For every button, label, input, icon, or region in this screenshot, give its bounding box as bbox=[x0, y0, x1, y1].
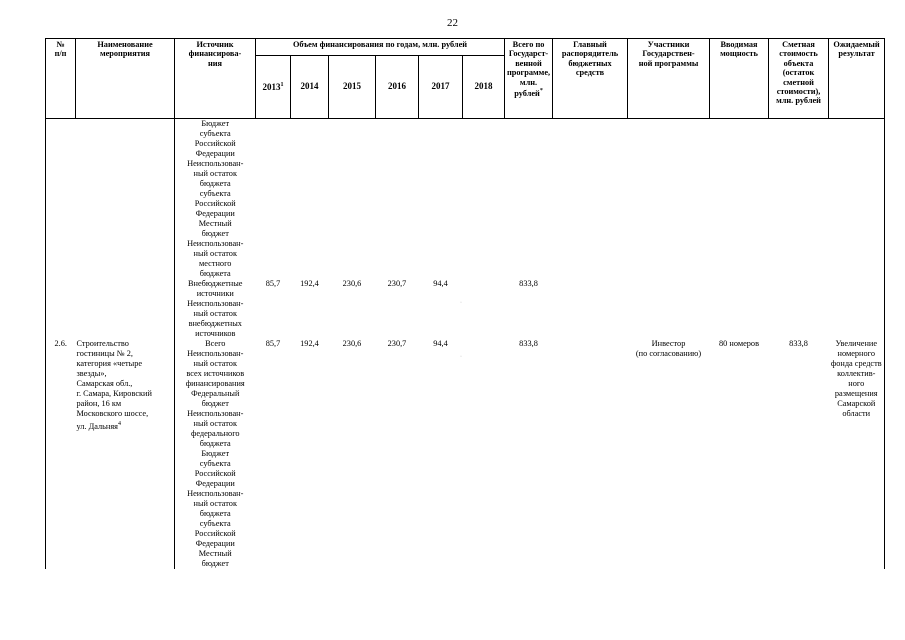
text-line: бюджета bbox=[199, 179, 231, 188]
row-value-2017: 94,4 bbox=[433, 339, 448, 348]
text-line: ул. Дальняя$^4$ bbox=[76, 421, 121, 431]
page-number: 22 bbox=[447, 17, 458, 29]
text-line: Всего bbox=[205, 339, 226, 348]
text-line: Местный bbox=[198, 219, 232, 228]
text-line: Московского шоссе, bbox=[76, 409, 149, 418]
table-row-continuation bbox=[46, 119, 885, 340]
header-result: Ожидаемый результат bbox=[829, 39, 885, 119]
text-line: гостиницы № 2, bbox=[76, 349, 133, 358]
header-year-2014: 2014 bbox=[291, 56, 329, 119]
text-line: Федерации bbox=[195, 539, 235, 548]
text-line: ного bbox=[848, 379, 865, 388]
cont-value-2015: 230,6 bbox=[342, 279, 362, 288]
text-line: субъекта bbox=[199, 189, 231, 198]
text-line: Внебюджетные bbox=[187, 279, 243, 288]
text-line: звезды», bbox=[76, 369, 107, 378]
text-line: области bbox=[842, 409, 871, 418]
header-year-2017: 2017 bbox=[419, 56, 463, 119]
text-line: источники bbox=[196, 289, 234, 298]
row-result-lines bbox=[830, 339, 884, 419]
financing-table bbox=[45, 38, 885, 569]
text-line: Федерации bbox=[195, 479, 235, 488]
text-line: федерального bbox=[190, 429, 240, 438]
text-line: бюджета bbox=[199, 439, 231, 448]
header-num: № п/п bbox=[46, 39, 76, 119]
scan-speck: · bbox=[460, 354, 462, 360]
row-value-2016: 230,7 bbox=[387, 339, 407, 348]
text-line: бюджет bbox=[201, 399, 229, 408]
cont-manager-cell bbox=[553, 119, 628, 340]
text-line: внебюджетных bbox=[188, 319, 242, 328]
text-line: Инвестор bbox=[651, 339, 686, 348]
text-line: местного bbox=[199, 259, 232, 268]
cont-value-2013: 85,7 bbox=[265, 279, 281, 288]
cont-total: 833,8 bbox=[519, 279, 538, 288]
text-line: Бюджет bbox=[201, 119, 230, 128]
row-manager bbox=[553, 339, 628, 569]
text-line: размещения bbox=[834, 389, 878, 398]
header-manager: Главный распорядитель бюджетных средств bbox=[553, 39, 628, 119]
text-line: Неиспользован- bbox=[187, 349, 244, 358]
text-line: Неиспользован- bbox=[187, 299, 244, 308]
text-line: Российской bbox=[194, 139, 236, 148]
text-line: Самарская обл., bbox=[76, 379, 133, 388]
header-total-note: * bbox=[539, 88, 543, 95]
row-source-cell bbox=[175, 339, 256, 569]
text-line: Строительство bbox=[76, 339, 129, 348]
row-estimated-cost: 833,8 bbox=[789, 339, 808, 348]
text-line: номерного bbox=[837, 349, 875, 358]
text-line: Местный bbox=[198, 549, 232, 558]
header-year-2018: 2018 bbox=[463, 56, 505, 119]
row-participants bbox=[628, 339, 710, 569]
text-line: район, 16 км bbox=[76, 399, 122, 408]
text-line: бюджета bbox=[199, 269, 231, 278]
text-line: бюджет bbox=[201, 229, 229, 238]
row-name-lines bbox=[77, 339, 174, 432]
row-participants-lines bbox=[629, 339, 709, 359]
cont-num-cell bbox=[46, 119, 76, 340]
row-source-lines bbox=[176, 339, 255, 569]
cont-value-2018 bbox=[463, 119, 505, 340]
text-line: ный остаток bbox=[193, 309, 237, 318]
text-line: Неиспользован- bbox=[187, 239, 244, 248]
row-total: 833,8 bbox=[519, 339, 538, 348]
header-source: Источник финансирова- ния bbox=[175, 39, 256, 119]
header-year-2015: 2015 bbox=[329, 56, 376, 119]
row-value-2018 bbox=[463, 339, 505, 569]
text-line: ный остаток bbox=[193, 249, 237, 258]
cont-capacity-cell bbox=[710, 119, 769, 340]
cont-value-2016: 230,7 bbox=[387, 279, 407, 288]
header-financing-group: Объем финансирования по годам, млн. рублей bbox=[256, 39, 505, 56]
text-line: Федерации bbox=[195, 149, 235, 158]
text-line: Российской bbox=[194, 529, 236, 538]
row-num: 2.6. bbox=[46, 339, 76, 569]
text-line: Федерации bbox=[195, 209, 235, 218]
text-line: ный остаток bbox=[193, 499, 237, 508]
text-line: всех источников bbox=[186, 369, 245, 378]
row-name bbox=[76, 339, 175, 569]
text-line: Неиспользован- bbox=[187, 159, 244, 168]
cont-estimate-cell bbox=[769, 119, 829, 340]
header-name: Наименование мероприятия bbox=[76, 39, 175, 119]
header-estimated-cost: Сметная стоимость объекта (остаток сметной стоимости), млн. рублей bbox=[769, 39, 829, 119]
text-line: коллектив- bbox=[837, 369, 876, 378]
table-row-2-6 bbox=[46, 339, 885, 569]
year-note: 1 bbox=[280, 82, 284, 89]
text-line: Неиспользован- bbox=[187, 409, 244, 418]
text-line: ный остаток bbox=[193, 419, 237, 428]
header-participants: Участники Государствен- ной программы bbox=[628, 39, 710, 119]
header-year-2016: 2016 bbox=[376, 56, 419, 119]
text-line: Неиспользован- bbox=[187, 489, 244, 498]
row-capacity: 80 номеров bbox=[719, 339, 759, 348]
header-capacity: Вводимая мощность bbox=[710, 39, 769, 119]
text-line: бюджет bbox=[201, 559, 229, 568]
text-line: субъекта bbox=[199, 129, 231, 138]
text-line: источников bbox=[195, 329, 236, 338]
text-line: Федеральный bbox=[191, 389, 240, 398]
cont-participants-cell bbox=[628, 119, 710, 340]
row-result bbox=[829, 339, 885, 569]
text-line: категория «четыре bbox=[76, 359, 143, 368]
text-line: г. Самара, Кировский bbox=[76, 389, 152, 398]
text-line: ный остаток bbox=[193, 169, 237, 178]
cont-value-2017: 94,4 bbox=[433, 279, 448, 288]
text-line: субъекта bbox=[199, 519, 231, 528]
row-value-2013: 85,7 bbox=[265, 339, 281, 348]
row-value-2015: 230,6 bbox=[342, 339, 362, 348]
header-year-2013: 2013$^1$ bbox=[256, 56, 291, 119]
header-total: Всего по Государст- венной программе, млн. рублей* bbox=[505, 39, 553, 119]
cont-source-lines bbox=[176, 119, 255, 339]
cont-source-cell bbox=[175, 119, 256, 340]
text-line: субъекта bbox=[199, 459, 231, 468]
text-line: бюджета bbox=[199, 509, 231, 518]
name-footnote: 4 bbox=[117, 421, 121, 427]
text-line: ный остаток bbox=[193, 359, 237, 368]
text-line: Самарской bbox=[837, 399, 876, 408]
cont-name-cell bbox=[76, 119, 175, 340]
scan-speck: · bbox=[460, 300, 462, 306]
text-line: финансирования bbox=[185, 379, 245, 388]
cont-result-cell bbox=[829, 119, 885, 340]
cont-value-2014: 192,4 bbox=[300, 279, 319, 288]
text-line: Бюджет bbox=[201, 449, 230, 458]
text-line: (по согласованию) bbox=[635, 349, 702, 358]
text-line: Российской bbox=[194, 469, 236, 478]
text-line: фонда средств bbox=[830, 359, 882, 368]
text-line: Российской bbox=[194, 199, 236, 208]
text-line: Увеличение bbox=[835, 339, 878, 348]
row-value-2014: 192,4 bbox=[300, 339, 319, 348]
